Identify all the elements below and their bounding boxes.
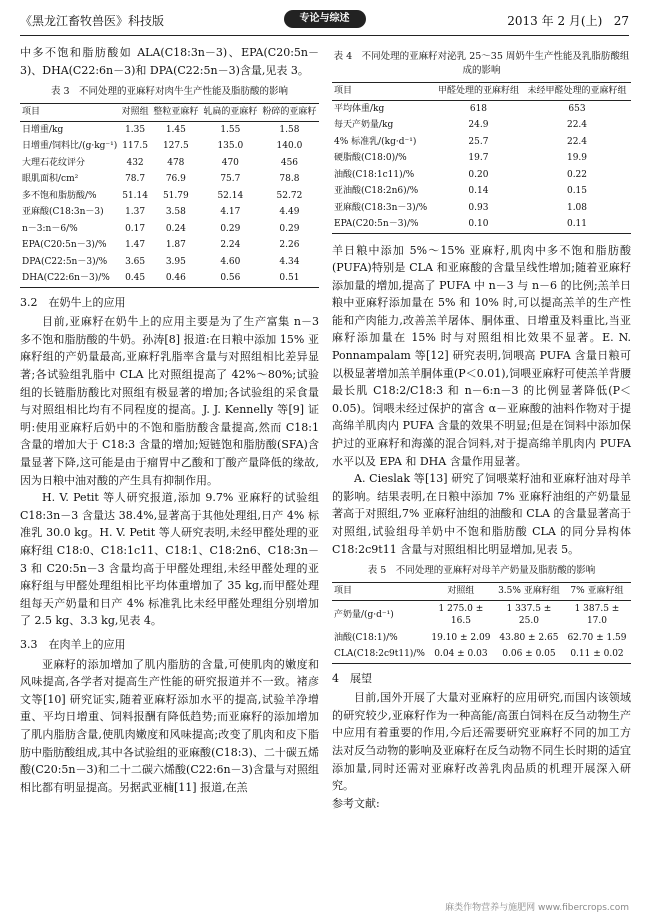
table-cell: 0.17: [125, 223, 146, 234]
issue-date: 2013 年 2 月(上): [507, 14, 603, 28]
table-cell: 2.24: [220, 240, 241, 251]
table-cell: 0.04 ± 0.03: [427, 646, 495, 663]
table-cell: 78.7: [125, 174, 146, 185]
table-row: [332, 183, 631, 200]
table4: [332, 82, 631, 234]
table-cell: 78.8: [279, 174, 300, 185]
table-row: [332, 150, 631, 167]
table-cell: 19.7: [468, 153, 489, 163]
table-cell: 硬脂酸(C18:0)/%: [334, 153, 407, 163]
table-cell: 平均体重/kg: [334, 103, 385, 114]
table-cell: 0.46: [151, 270, 201, 287]
table-cell: 0.93: [468, 202, 489, 213]
page-header: [20, 8, 629, 34]
table-cell: 日增重/kg: [22, 124, 64, 135]
table-cell: 618: [469, 103, 488, 114]
table-cell: 0.51: [260, 270, 319, 287]
table-cell: 亚麻酸(C18:3n－3): [22, 207, 104, 218]
table-cell: 51.14: [122, 190, 148, 201]
section-3-2-heading: 3.2 在奶牛上的应用: [20, 295, 126, 309]
table-row: [332, 200, 631, 217]
table-cell: 135.0: [217, 141, 244, 152]
table-cell: 3.95: [165, 256, 186, 267]
table-row: [332, 100, 631, 117]
issue-and-page: [507, 8, 629, 34]
table-row: [332, 630, 631, 647]
table-cell: EPA(C20:5n－3)/%: [332, 216, 434, 233]
page-number: 27: [613, 14, 629, 28]
table-row: [332, 117, 631, 134]
table-row: [20, 121, 319, 138]
table-cell: 1.47: [125, 240, 146, 251]
section-badge: 专论与综述: [284, 10, 366, 28]
table-row: [20, 254, 319, 271]
table-row: [20, 237, 319, 254]
table-cell: 1 275.0 ± 16.5: [438, 603, 484, 627]
table-cell: 0.24: [165, 223, 186, 234]
table-cell: 2.26: [279, 240, 300, 251]
t3-header-cell: 粉碎的亚麻籽: [260, 104, 319, 122]
table-row: [332, 134, 631, 151]
table-cell: 22.4: [566, 136, 588, 147]
t4-header-cell: 项目: [332, 83, 434, 101]
table-cell: 4.17: [220, 207, 241, 218]
header-rule: [20, 35, 629, 36]
table-cell: 4.34: [279, 256, 300, 267]
t4-header-cell: 甲醛处理的亚麻籽组: [434, 83, 523, 101]
table-cell: 产奶量/(g·d⁻¹): [334, 609, 394, 620]
table-row: [20, 171, 319, 188]
table-cell: 眼肌面积/cm²: [22, 174, 79, 185]
table-cell: 4.49: [279, 207, 300, 218]
table-cell: 1 337.5 ± 25.0: [506, 603, 552, 627]
table-cell: 4.60: [220, 256, 241, 267]
table-cell: 22.4: [566, 120, 588, 130]
table-cell: 0.29: [220, 223, 241, 234]
paragraph-outlook: 目前,国外开展了大量对亚麻籽的应用研究,而国内该领域的研究较少,亚麻籽作为一种高能/高蛋白饲料在反刍动物生产中应用有着重要的作用,今后还需要研究亚麻籽不同的加工方法对反刍动物的影响及亚麻籽在反刍动物不同生长时期的适宜添加量,同时还需对亚麻籽改善乳肉品质的机理开展深入研究。: [332, 691, 631, 793]
paragraph-ewe: A. Cieslak 等[13] 研究了饲喂菜籽油和亚麻籽油对母羊的影响。结果表明,在日粮中添加 7% 亚麻籽油组的产奶量显著高于对照组,7% 亚麻籽油组的油酸和 CLA 的含量显著高于对照组,试验组母羊奶中不饱和脂肪酸 CLA 的同分异构体 C18:2c9t11 含量与对照组相比明显增加,见表 5。: [332, 472, 631, 556]
table-cell: 0.22: [566, 169, 588, 180]
table-cell: 0.29: [279, 223, 300, 234]
table-cell: 24.9: [468, 120, 489, 130]
table5-caption: 表 5 不同处理的亚麻籽对母羊产奶量及脂肪酸的影响: [367, 565, 596, 577]
paragraph-sheep-1: 亚麻籽的添加增加了肌内脂肪的含量,可使肌肉的嫩度和风味提高,各学者对提高生产性能的研究报道并不一致。褚彦文等[10] 研究证实,随着亚麻籽添加水平的提高,试验羊净增重、平均日增重、饲料报酬有降低趋势;而亚麻籽的添加增加了肌内脂肪含量,使肌肉嫩度和风味提高;改变了肌肉和皮下脂肪中脂肪酸组成,其中各试验组的亚麻酸(C18:3)、二十碳五烯酸(C20:5n－3)和二十二碳六烯酸(C22:6n－3)含量与对照组相比都有明显提高。另据武亚楠[11] 报道,在羔: [20, 657, 319, 794]
table-cell: 1.35: [125, 124, 146, 135]
table-cell: 19.10 ± 2.09: [431, 632, 491, 643]
t5-header-cell: 7% 亚麻籽组: [563, 583, 631, 601]
table-cell: 470: [221, 157, 239, 168]
table-cell: 油酸(C18:1c11)/%: [334, 169, 415, 180]
right-column: [332, 44, 631, 812]
table-cell: 0.14: [468, 186, 489, 196]
t5-header-cell: 3.5% 亚麻籽组: [495, 583, 563, 601]
table-cell: 51.79: [162, 190, 189, 201]
t3-header-cell: 项目: [20, 104, 119, 122]
table-cell: 432: [126, 157, 144, 168]
watermark: 麻类作物营养与施肥网 www.fibercrops.com: [445, 903, 629, 913]
table-row: [332, 600, 631, 630]
table-cell: 456: [280, 157, 299, 168]
table-cell: 25.7: [468, 136, 489, 147]
t4-header-cell: 未经甲醛处理的亚麻籽组: [523, 83, 631, 101]
paragraph-dairy-1: 目前,亚麻籽在奶牛上的应用主要是为了生产富集 n－3 多不饱和脂肪酸的牛奶。孙涛[8] 报道:在日粮中添加 15% 亚麻籽组的产奶量最高,亚麻籽乳脂率含量与对照组相比差异显著;各试验组乳脂中 CLA 比对照组提高了 42%～80%;试验组的长链脂肪酸比对照组有极显著的增加;各试验组的采食量与对照组相比均有不同程度的提高。J. J. Kennelly 等[9] 证明:使用亚麻籽后奶中的不饱和脂肪酸含量提高,然而 C18:1 含量的增加大于 C18:3 含量的增加;短链饱和脂肪酸(SFA)含量显著下降,这可能是由于瘤胃中乙酸和丁酸产量降低的缘故,因为日粮中油对酸的产生具有抑制作用。: [20, 315, 319, 487]
table-cell: 0.45: [119, 270, 151, 287]
table-cell: 127.5: [162, 141, 189, 152]
table5: [332, 582, 631, 664]
table4-caption: 表 4 不同处理的亚麻籽对泌乳 25～35 周奶牛生产性能及乳脂肪酸组成的影响: [333, 51, 630, 76]
table-cell: 油酸(C18:1)/%: [334, 632, 398, 643]
table-cell: 1.37: [125, 207, 146, 218]
table-cell: 4% 标准乳/(kg·d⁻¹): [334, 136, 417, 147]
table-cell: 1.55: [220, 124, 241, 135]
section-3-3-heading: 3.3 在肉羊上的应用: [20, 637, 126, 651]
left-column: [20, 44, 319, 796]
table-cell: 75.7: [220, 174, 241, 185]
table-cell: 0.20: [468, 169, 489, 180]
table-cell: 76.9: [165, 174, 186, 185]
table-cell: 1.45: [165, 124, 186, 135]
intro-paragraph: 中多不饱和脂肪酸如 ALA(C18:3n－3)、EPA(C20:5n－3)、DHA(C22:6n－3)和 DPA(C22:5n－3)含量,见表 3。: [20, 46, 319, 77]
table-row: [20, 188, 319, 205]
table-cell: 0.56: [201, 270, 260, 287]
table-cell: 1.58: [279, 124, 300, 135]
table-cell: 1 387.5 ± 17.0: [574, 603, 620, 627]
table-cell: 1.87: [165, 240, 186, 251]
t5-header-cell: 项目: [332, 583, 427, 601]
table-cell: CLA(C18:2c9t11)/%: [332, 646, 427, 663]
table-row: [20, 270, 319, 287]
table-cell: 0.11: [523, 216, 631, 233]
journal-name: 《黑龙江畜牧兽医》科技版: [20, 14, 165, 28]
t5-header-cell: 对照组: [427, 583, 495, 601]
table-cell: 117.5: [122, 141, 148, 152]
table-cell: 0.15: [566, 186, 588, 196]
table-cell: n－3:n－6/%: [22, 223, 78, 234]
paragraph-dairy-2: H. V. Petit 等人研究报道,添加 9.7% 亚麻籽的试验组 C18:3n－3 含量达 38.4%,显著高于其他处理组,日产 4% 标准乳 30.0 kg。H. V. Petit 等人研究表明,未经甲醛处理的亚麻籽组 C18:0、C18:1c11、C18:1、C18:2n6、C18:3n－3 和 C20:5n－3 含量均高于甲醛处理组,未经甲醛处理的亚麻籽组与甲醛处理组相比平均体重增加了 35 kg,而甲醛处理组每天产奶量和日产 4% 标准乳比未经甲醛处理组分别增加了 2.5 kg、3.3 kg,见表 4。: [20, 491, 319, 628]
table-cell: DPA(C22:5n－3)/%: [22, 256, 108, 267]
table-cell: 0.06 ± 0.05: [495, 646, 563, 663]
table-cell: 日增重/饲料比/(g·kg⁻¹): [22, 141, 118, 152]
table-cell: 140.0: [276, 141, 303, 152]
table-cell: 43.80 ± 2.65: [499, 632, 559, 643]
table3-caption: 表 3 不同处理的亚麻籽对肉牛生产性能及脂肪酸的影响: [50, 86, 289, 98]
table-cell: 3.58: [165, 207, 186, 218]
section-4-heading: 4 展望: [332, 671, 372, 685]
table-cell: 62.70 ± 1.59: [567, 632, 627, 643]
t3-header-cell: 对照组: [119, 104, 151, 122]
table-cell: 653: [568, 103, 586, 114]
table-cell: 1.08: [566, 202, 588, 213]
table-row: [20, 155, 319, 172]
table-cell: EPA(C20:5n－3)/%: [22, 240, 107, 251]
table-row: [20, 204, 319, 221]
table-cell: 大理石花纹评分: [22, 157, 86, 168]
t3-header-cell: 整粒亚麻籽: [151, 104, 201, 122]
table-cell: 52.14: [217, 190, 244, 201]
table-row: [20, 138, 319, 155]
table-row: [332, 216, 631, 233]
table-cell: 0.10: [434, 216, 523, 233]
table-row: [332, 167, 631, 184]
table-cell: 478: [167, 157, 185, 168]
table-row: [332, 646, 631, 663]
table-cell: 每天产奶量/kg: [334, 120, 394, 130]
t3-header-cell: 轧扁的亚麻籽: [201, 104, 260, 122]
table3: [20, 103, 319, 288]
table-cell: 3.65: [125, 256, 146, 267]
table-cell: 亚油酸(C18:2n6)/%: [334, 186, 419, 196]
table-cell: DHA(C22:6n－3)/%: [20, 270, 119, 287]
table-cell: 52.72: [276, 190, 303, 201]
table-cell: 0.11 ± 0.02: [563, 646, 631, 663]
table-cell: 19.9: [566, 153, 588, 163]
references-heading: 参考文献:: [332, 796, 380, 810]
table-row: [20, 221, 319, 238]
table-cell: 亚麻酸(C18:3n－3)/%: [334, 202, 428, 213]
table-cell: 多不饱和脂肪酸/%: [22, 190, 97, 201]
paragraph-sheep-2: 羊日粮中添加 5%～15% 亚麻籽,肌肉中多不饱和脂肪酸(PUFA)特别是 CLA 和亚麻酸的含量呈线性增加;随着亚麻籽添加量的增加,提高了 PUFA 中 n－3 与 n－6 的比例;羔羊日粮中亚麻籽添加量在 5% 和 10% 时,可以提高羔羊的生产性能和产肉能力,改善羔羊屠体、胴体重、日增重及料重比,当亚麻籽添加量在 15% 时与对照组相比效果不显著。E. N. Ponnampalam 等[12] 研究表明,饲喂高 PUFA 含量日粮可以极显著增加羔羊胴体重(P＜0.01),饲喂亚麻籽可使羔羊背腰最长肌 C18:2/C18:3 和 n－6:n－3 的比例显著降低(P＜0.05)。饲喂未经过保护的富含 α－亚麻酸的油料作物对于提高绵羊肌肉内 PUFA 含量的效果不明显;但是在饲料中添加保护过的亚麻籽和海藻的混合饲料,对于提高绵羊肌肉内 PUFA 水平以及 EPA 和 DHA 含量作用显著。: [332, 243, 631, 468]
